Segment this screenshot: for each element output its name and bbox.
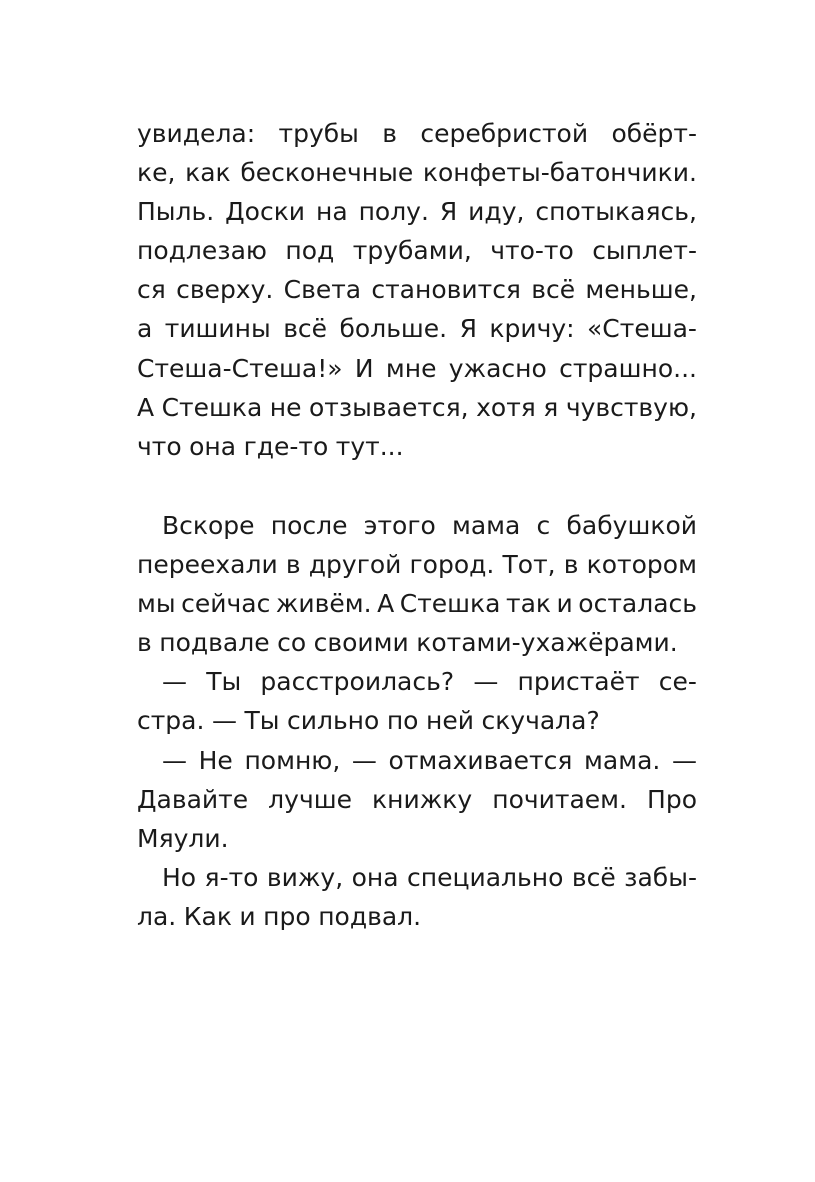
- word: Я: [459, 314, 477, 344]
- word: кричу:: [489, 314, 575, 344]
- word: Стешка: [161, 392, 263, 422]
- word: хотя: [476, 392, 536, 422]
- word: мне: [385, 353, 437, 383]
- word: И: [354, 353, 374, 383]
- word: в: [563, 550, 579, 580]
- word: осталась: [578, 589, 697, 619]
- word: серебристой: [420, 119, 589, 148]
- word: —: [162, 745, 187, 775]
- word: переехали: [137, 550, 278, 580]
- word: спотыкаясь,: [535, 197, 697, 227]
- word: —: [351, 745, 377, 775]
- word: Пыль.: [137, 197, 215, 227]
- word: сейчас: [181, 589, 271, 619]
- word: бабушкой: [566, 511, 697, 540]
- word: Стешка: [399, 589, 501, 619]
- word: я: [543, 392, 559, 422]
- word: А: [377, 589, 395, 619]
- text-line: [137, 349, 697, 388]
- word: Мяули.: [137, 823, 229, 853]
- word: под: [285, 236, 335, 266]
- word: всё: [571, 862, 616, 892]
- word: —: [473, 667, 499, 697]
- word: отмахивается: [388, 745, 573, 775]
- word: се-: [658, 667, 697, 697]
- word: стра.: [137, 706, 205, 736]
- word: ке,: [137, 158, 176, 188]
- text-line: [137, 427, 697, 466]
- word: Но: [162, 862, 197, 892]
- paragraph-2: [137, 506, 697, 662]
- word: Тот,: [502, 550, 556, 580]
- word: пристаёт: [517, 667, 640, 697]
- word: Не: [198, 745, 233, 775]
- word: с: [536, 511, 551, 540]
- paragraph-1: [137, 114, 697, 466]
- text-line: [137, 545, 697, 584]
- word: а: [137, 314, 153, 344]
- word: Как: [183, 901, 232, 931]
- word: трубами,: [352, 236, 472, 266]
- text-line: [137, 388, 697, 427]
- word: Я: [439, 197, 458, 227]
- word: книжку: [372, 784, 473, 814]
- word: в: [137, 628, 152, 658]
- text-line: [137, 584, 697, 623]
- word: она: [351, 862, 399, 892]
- word: всё: [283, 314, 328, 344]
- word: этого: [363, 511, 436, 540]
- word: другой: [308, 550, 402, 580]
- text-line: [137, 623, 697, 662]
- word: не: [269, 392, 302, 422]
- word: Давайте: [137, 784, 249, 814]
- word: в: [382, 119, 397, 148]
- word: она: [189, 431, 237, 461]
- text-line: [137, 153, 697, 192]
- word: по: [386, 706, 419, 736]
- word: Стеша-Стеша!»: [137, 353, 343, 383]
- paragraph-3: [137, 858, 697, 936]
- word: А: [137, 392, 155, 422]
- word: тут...: [335, 431, 404, 461]
- word: лучше: [268, 784, 352, 814]
- word: отзывается,: [309, 392, 469, 422]
- word: после: [270, 511, 348, 540]
- word: Ты: [206, 667, 242, 697]
- text-line: [137, 192, 697, 231]
- word: ней: [425, 706, 474, 736]
- word: всё: [531, 275, 576, 305]
- text-line: [137, 897, 697, 936]
- word: котами-ухажёрами.: [416, 628, 678, 658]
- word: расстроилась?: [260, 667, 455, 697]
- word: помню,: [244, 745, 341, 775]
- word: так: [506, 589, 551, 619]
- word: —: [671, 745, 697, 775]
- text-line: [137, 819, 697, 858]
- word: живём.: [275, 589, 372, 619]
- word: —: [211, 706, 237, 736]
- text-line: [137, 231, 697, 270]
- word: трубы: [278, 119, 359, 148]
- word: в: [285, 550, 301, 580]
- word: сверху.: [176, 275, 274, 305]
- word: страшно...: [559, 353, 697, 383]
- dialogue-2: [137, 741, 697, 858]
- word: увидела:: [137, 119, 256, 148]
- text-line: [137, 858, 697, 897]
- word: город.: [409, 550, 495, 580]
- word: —: [162, 667, 187, 697]
- word: скучала?: [481, 706, 600, 736]
- word: подвале: [159, 628, 270, 658]
- word: обёрт-: [611, 119, 697, 148]
- word: Доски: [225, 197, 306, 227]
- word: чувствую,: [565, 392, 697, 422]
- word: и: [556, 589, 573, 619]
- word: почитаем.: [492, 784, 627, 814]
- word: и: [239, 901, 256, 931]
- word: бесконечные: [240, 158, 414, 188]
- word: мы: [137, 589, 176, 619]
- word: про: [263, 901, 311, 931]
- word: конфеты-батончики.: [422, 158, 697, 188]
- word: мама: [451, 511, 521, 540]
- dialogue-1: [137, 662, 697, 740]
- word: вижу,: [266, 862, 344, 892]
- word: ла.: [137, 901, 177, 931]
- word: ужасно: [448, 353, 547, 383]
- text-line: [137, 701, 697, 740]
- word: подлезаю: [137, 236, 267, 266]
- word: со: [277, 628, 307, 658]
- word: специально: [407, 862, 564, 892]
- word: Ты: [244, 706, 280, 736]
- word: становится: [371, 275, 521, 305]
- word: забы-: [624, 862, 697, 892]
- text-line: [137, 662, 697, 701]
- word: мама.: [584, 745, 661, 775]
- word: на: [315, 197, 348, 227]
- word: Вскоре: [162, 511, 255, 540]
- word: Света: [283, 275, 362, 305]
- text-line: [137, 780, 697, 819]
- word: котором: [586, 550, 697, 580]
- word: ся: [137, 275, 166, 305]
- word: тишины: [164, 314, 271, 344]
- word: я-то: [204, 862, 259, 892]
- word: иду,: [468, 197, 525, 227]
- word: что-то: [490, 236, 574, 266]
- word: сильно: [286, 706, 380, 736]
- text-line: [137, 114, 697, 153]
- word: «Стеша-: [587, 314, 697, 344]
- text-line: [137, 506, 697, 545]
- word: где-то: [243, 431, 329, 461]
- text-line: [137, 270, 697, 309]
- word: меньше,: [585, 275, 697, 305]
- word: Про: [647, 784, 697, 814]
- word: подвал.: [318, 901, 422, 931]
- text-line: [137, 309, 697, 348]
- text-line: [137, 741, 697, 780]
- word: что: [137, 431, 182, 461]
- word: сыплет-: [592, 236, 697, 266]
- word: своими: [313, 628, 409, 658]
- word: полу.: [358, 197, 429, 227]
- word: больше.: [339, 314, 448, 344]
- word: как: [185, 158, 231, 188]
